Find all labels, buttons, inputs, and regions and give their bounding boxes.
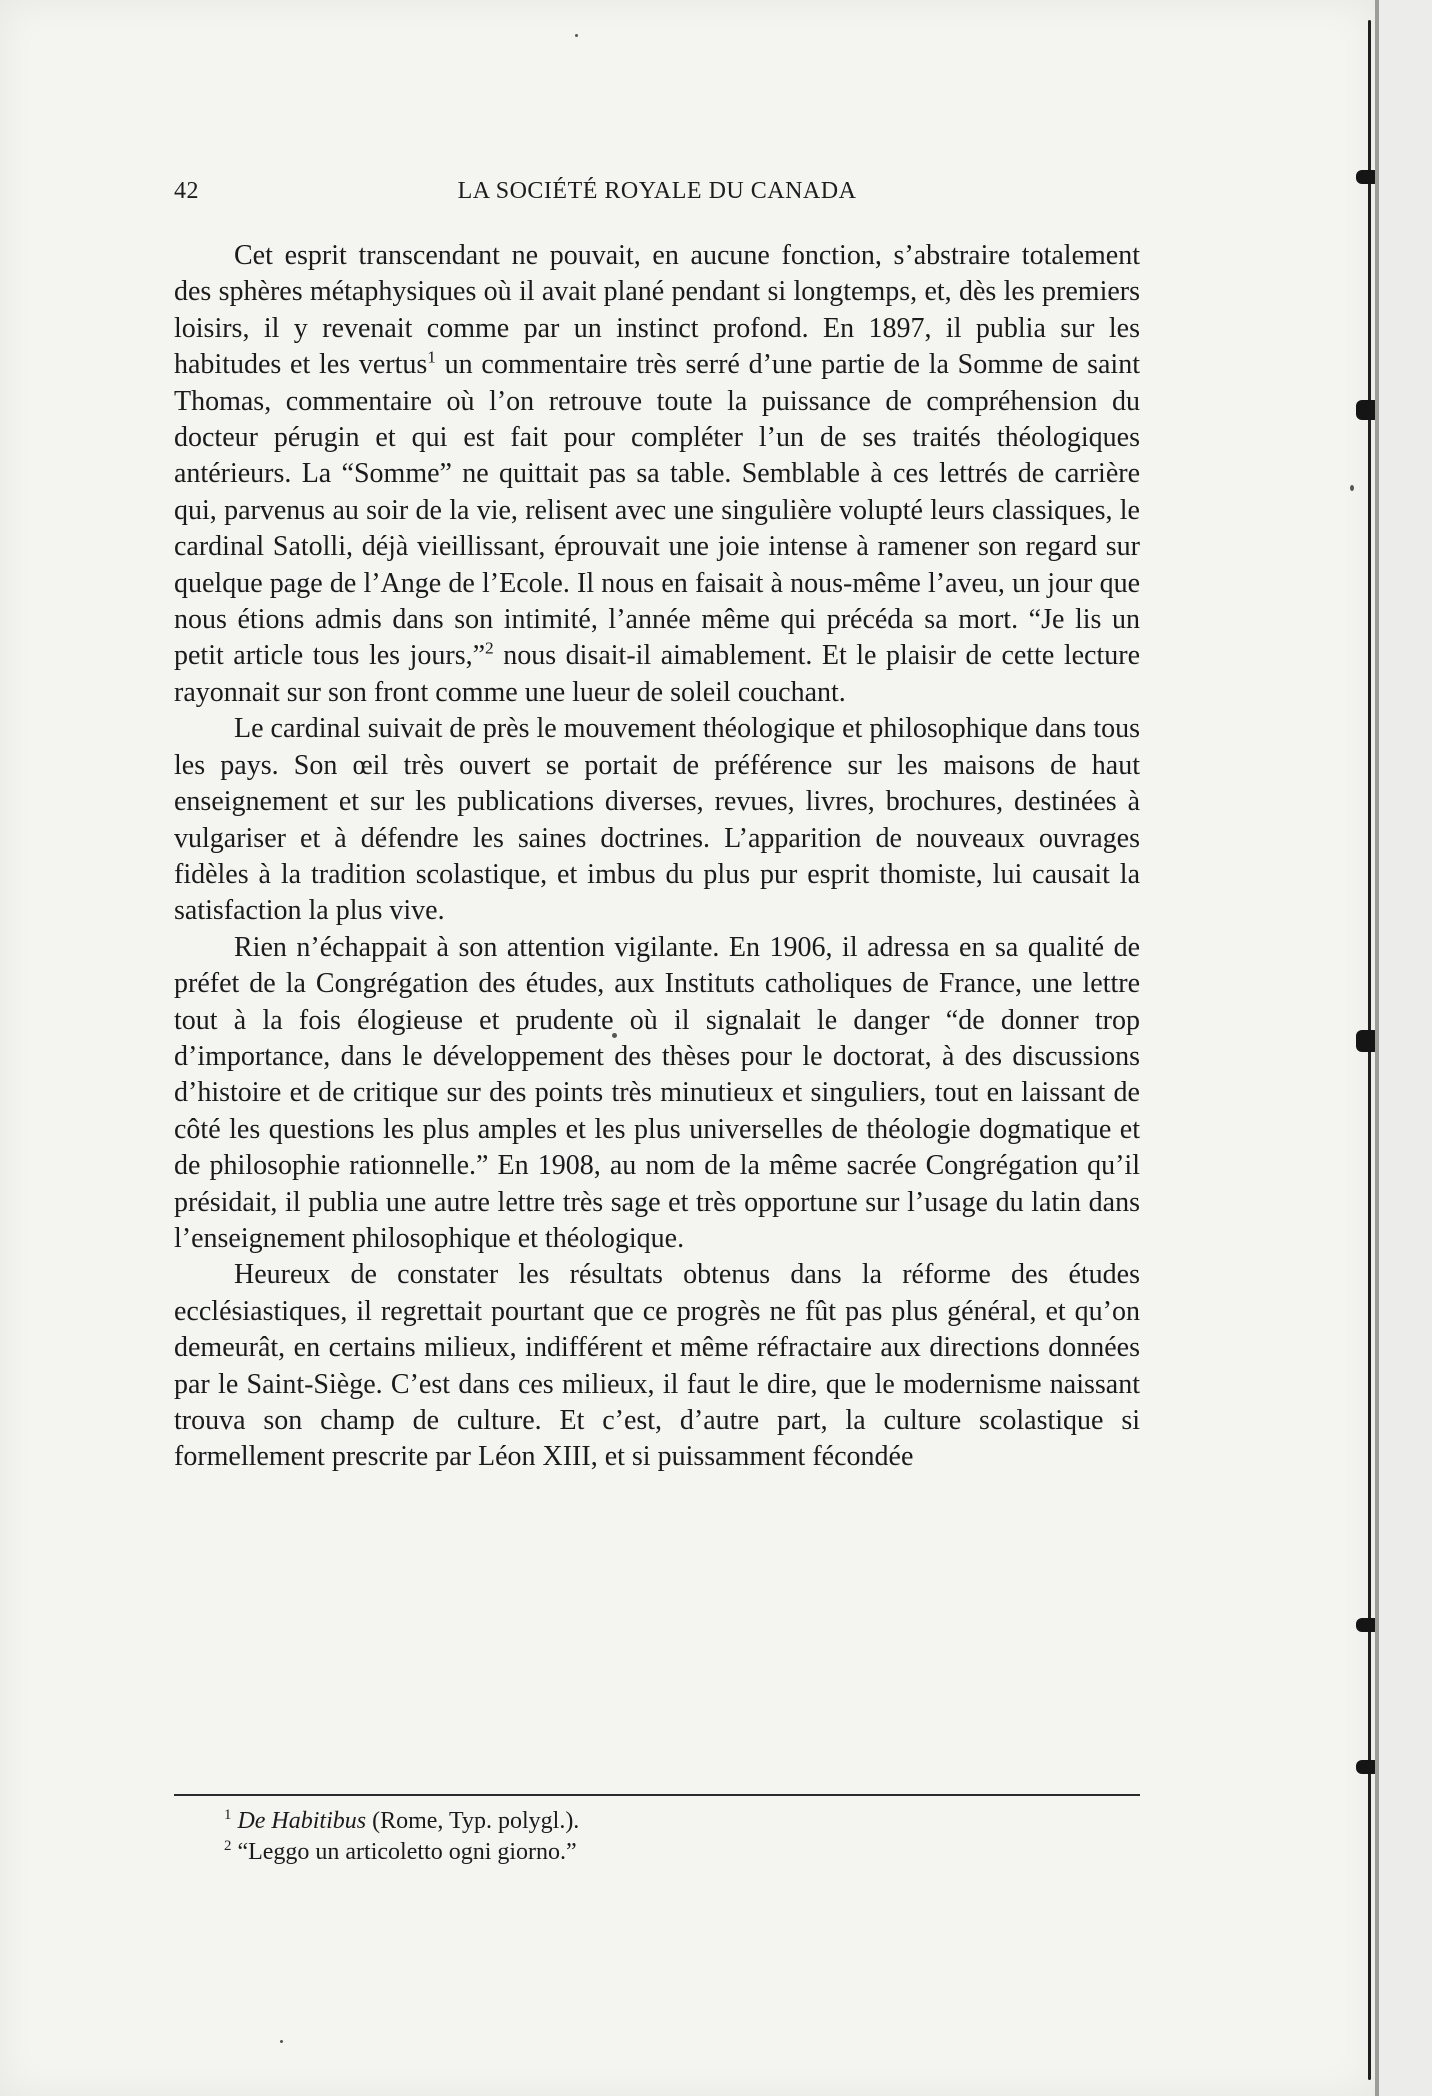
footnote-text: (Rome, Typ. polygl.). (366, 1808, 580, 1834)
footnote-marker: 2 (224, 1838, 232, 1854)
paper-speck (575, 34, 578, 37)
paragraph-text: nous disait-il aimablement. Et le plaisir de cette lecture rayonnait sur son front comme une lueur de soleil couchant. (174, 640, 1141, 708)
footnote-marker: 1 (224, 1807, 232, 1823)
footnote-reference: 2 (485, 639, 494, 659)
paragraph: Rien n’échappait à son attention vigilante. En 1906, il adressa en sa qualité de préfet de la Congrégation des études, aux Instituts catholiques de France, une lettre tout à la fois élogieuse et prudente où il signalait le danger “de donner trop d’importance, dans le développement des thèses pour le doctorat, à des discussions d’histoire et de critique sur des points très minutieux et singuliers, tout en laissant de côté les questions les plus amples et les plus universelles de théologie dogmatique et de philosophie rationnelle.” En 1908, au nom de la même sacrée Congrégation qu’il présidait, il publia une autre lettre très sage et très opportune sur l’usage du latin dans l’enseignement philosophique et théologique. (174, 931, 1140, 1254)
scan-margin (1379, 0, 1432, 2096)
footnotes (224, 1806, 1124, 1868)
paragraph (174, 238, 1140, 711)
page-number: 42 (174, 178, 199, 204)
body-text (174, 238, 1140, 1476)
footnote-text: “Leggo un articoletto ogni giorno.” (237, 1839, 577, 1865)
footnote-title: De Habitibus (237, 1808, 367, 1834)
paragraph: Le cardinal suivait de près le mouvement théologique et philosophique dans tous les pays. Son œil très ouvert se portait de préférence sur les maisons de haut enseignement et sur les publications diverses, revues, livres, brochures, destinées à vulgariser et à défendre les saines doctrines. L’apparition de nouveaux ouvrages fidèles à la tradition scolastique, et imbus du plus pur esprit thomiste, lui causait la satisfaction la plus vive. (174, 713, 1140, 927)
footnote-reference: 1 (427, 347, 436, 367)
footnote (224, 1837, 1124, 1868)
footnote-rule (174, 1794, 1140, 1796)
paper-speck (280, 2040, 283, 2043)
paragraph: Heureux de constater les résultats obtenus dans la réforme des études ecclésiastiques, il regrettait pourtant que ce progrès ne fût pas plus général, et qu’on demeurât, en certains milieux, indifférent et même réfractaire aux directions données par le Saint-Siège. C’est dans ces milieux, il faut le dire, que le modernisme naissant trouva son champ de culture. Et c’est, d’autre part, la culture scolastique si formellement prescrite par Léon XIII, et si puissamment fécondée (174, 1259, 1140, 1473)
running-head (174, 178, 1140, 210)
paper-speck (1350, 485, 1354, 491)
paragraph-text: un commentaire très serré d’une partie de la Somme de saint Thomas, commentaire où l’on retrouve toute la puissance de compréhension du docteur pérugin et qui est fait pour compléter l’un de ses traités théologiques antérieurs. La “Somme” ne quittait pas sa table. Semblable à ces lettrés de carrière qui, parvenus au soir de la vie, relisent avec une singulière volupté leurs classiques, le cardinal Satolli, déjà vieillissant, éprouvait une joie intense à ramener son regard sur quelque page de l’Ange de l’Ecole. Il nous en faisait à nous-même l’aveu, un jour que nous étions admis dans son intimité, l’année même qui précéda sa mort. “Je lis un petit article tous les jours,” (174, 349, 1140, 672)
paragraph-text: Cet esprit transcendant ne pouvait, en aucune fonction, s’abstraire totalement des sphères métaphysiques où il avait plané pendant si longtemps, et, dès les premiers loisirs, il y revenait comme par un instinct profond. En 1897, il publia sur les habitudes et les vertus (174, 240, 1140, 381)
footnote (224, 1806, 1124, 1837)
running-title: LA SOCIÉTÉ ROYALE DU CANADA (457, 178, 857, 204)
